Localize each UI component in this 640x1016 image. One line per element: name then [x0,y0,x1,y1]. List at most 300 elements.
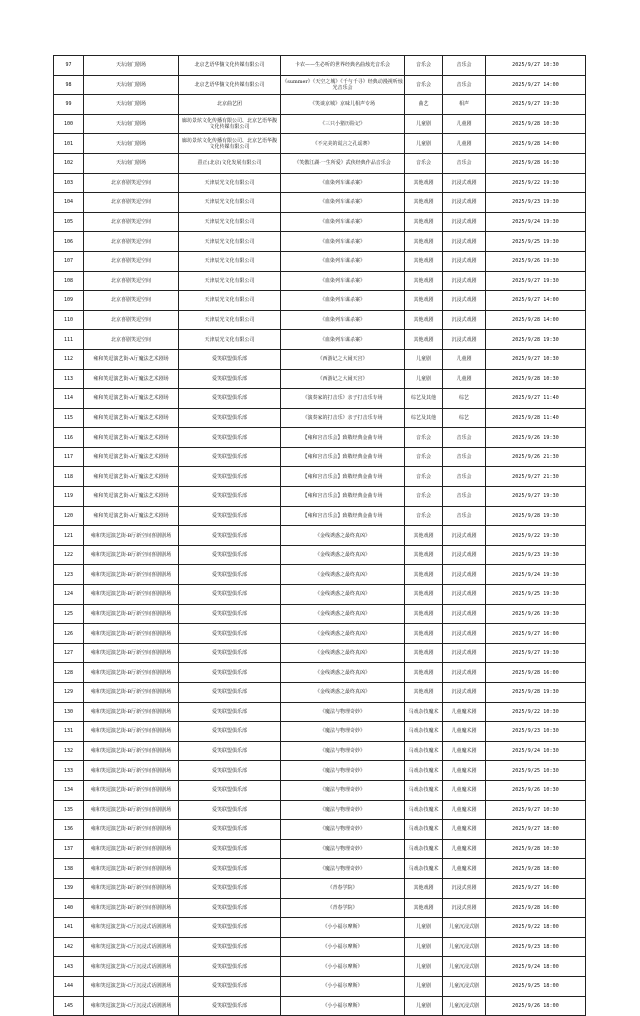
organizer-cell: 天津辰光文化有限公司 [179,232,281,252]
datetime-cell: 2025/9/28 19:30 [486,330,586,350]
subcategory-cell: 沉浸式戏剧 [443,291,486,311]
venue-cell: 雍和笑逗演艺街-B厅新空间喜剧剧场 [84,526,179,546]
row-number-cell: 139 [54,878,84,898]
venue-cell: 雍和笑逗演艺街-A厅魔法艺术剧场 [84,389,179,409]
row-number-cell: 145 [54,996,84,1016]
performance-title-cell: 【雍和宫音乐会】致敬经典金曲专场 [281,467,405,487]
organizer-cell: 爱笑联盟俱乐部 [179,996,281,1016]
category-cell: 曲艺 [405,95,443,115]
performance-title-cell: 《三只小猪历险记》 [281,114,405,134]
venue-cell: 北京喜剧笑逗空间 [84,251,179,271]
organizer-cell: 爱笑联盟俱乐部 [179,898,281,918]
organizer-cell: 天津辰光文化有限公司 [179,271,281,291]
table-row [54,75,586,95]
row-number-cell: 114 [54,389,84,409]
table-row [54,780,586,800]
subcategory-cell: 沉浸式戏剧 [443,565,486,585]
organizer-cell: 爱笑联盟俱乐部 [179,957,281,977]
performance-title-cell: 《血染列车谋杀案》 [281,193,405,213]
organizer-cell: 天津辰光文化有限公司 [179,330,281,350]
row-number-cell: 140 [54,898,84,918]
category-cell: 其他戏剧 [405,526,443,546]
subcategory-cell: 沉浸式戏剧 [443,173,486,193]
row-number-cell: 132 [54,741,84,761]
datetime-cell: 2025/9/25 18:00 [486,976,586,996]
subcategory-cell: 沉浸式戏剧 [443,663,486,683]
table-row [54,487,586,507]
row-number-cell: 110 [54,310,84,330]
category-cell: 音乐会 [405,75,443,95]
category-cell: 其他戏剧 [405,212,443,232]
category-cell: 儿童剧 [405,976,443,996]
row-number-cell: 104 [54,193,84,213]
datetime-cell: 2025/9/27 18:00 [486,820,586,840]
performance-title-cell: 《魔法与物理奇妙》 [281,722,405,742]
subcategory-cell: 沉浸式戏剧 [443,526,486,546]
organizer-cell: 爱笑联盟俱乐部 [179,702,281,722]
datetime-cell: 2025/9/27 19:30 [486,95,586,115]
table-row [54,232,586,252]
venue-cell: 雍和笑逗演艺街-B厅新空间喜剧剧场 [84,741,179,761]
row-number-cell: 112 [54,349,84,369]
venue-cell: 雍和笑逗演艺街-B厅新空间喜剧剧场 [84,663,179,683]
schedule-table [53,55,586,1016]
venue-cell: 雍和笑逗演艺街-B厅新空间喜剧剧场 [84,643,179,663]
datetime-cell: 2025/9/27 10:30 [486,349,586,369]
performance-title-cell: 【雍和宫音乐会】致敬经典金曲专场 [281,447,405,467]
performance-title-cell: 《金线诱惑之最终真凶》 [281,565,405,585]
table-row [54,918,586,938]
venue-cell: 雍和笑逗演艺街-B厅新空间喜剧剧场 [84,800,179,820]
performance-title-cell: 【雍和宫音乐会】致敬经典金曲专场 [281,487,405,507]
datetime-cell: 2025/9/28 14:00 [486,310,586,330]
category-cell: 其他戏剧 [405,663,443,683]
table-row [54,996,586,1016]
table-row [54,683,586,703]
performance-title-cell: 《魔法与物理奇妙》 [281,820,405,840]
performance-title-cell: 《演奏家的打击乐》亲子打击乐专场 [281,408,405,428]
table-row [54,153,586,173]
performance-title-cell: 《金线诱惑之最终真凶》 [281,663,405,683]
row-number-cell: 126 [54,624,84,644]
organizer-cell: 爱笑联盟俱乐部 [179,604,281,624]
venue-cell: 雍和笑逗演艺街-A厅魔法艺术剧场 [84,369,179,389]
venue-cell: 雍和笑逗演艺街-B厅新空间喜剧剧场 [84,683,179,703]
subcategory-cell: 儿童剧 [443,349,486,369]
organizer-cell: 爱笑联盟俱乐部 [179,487,281,507]
datetime-cell: 2025/9/28 10:30 [486,369,586,389]
row-number-cell: 115 [54,408,84,428]
datetime-cell: 2025/9/24 10:30 [486,741,586,761]
datetime-cell: 2025/9/25 19:30 [486,585,586,605]
subcategory-cell: 音乐会 [443,75,486,95]
row-number-cell: 134 [54,780,84,800]
row-number-cell: 138 [54,859,84,879]
venue-cell: 北京喜剧笑逗空间 [84,291,179,311]
organizer-cell: 爱笑联盟俱乐部 [179,389,281,409]
organizer-cell: 爱笑联盟俱乐部 [179,663,281,683]
performance-title-cell: 【雍和宫音乐会】致敬经典金曲专场 [281,506,405,526]
row-number-cell: 137 [54,839,84,859]
performance-title-cell: 《西游记之大闹天宫》 [281,349,405,369]
performance-title-cell: 《金线诱惑之最终真凶》 [281,624,405,644]
organizer-cell: 爱笑联盟俱乐部 [179,800,281,820]
row-number-cell: 144 [54,976,84,996]
datetime-cell: 2025/9/27 11:40 [486,389,586,409]
category-cell: 儿童剧 [405,369,443,389]
performance-title-cell: 《金线诱惑之最终真凶》 [281,604,405,624]
performance-title-cell: 《血染列车谋杀案》 [281,310,405,330]
schedule-table-body [54,56,586,1016]
table-row [54,957,586,977]
datetime-cell: 2025/9/28 16:00 [486,898,586,918]
subcategory-cell: 沉浸式戏剧 [443,271,486,291]
category-cell: 其他戏剧 [405,683,443,703]
row-number-cell: 122 [54,545,84,565]
subcategory-cell: 儿童沉浸式剧 [443,996,486,1016]
organizer-cell: 爱笑联盟俱乐部 [179,506,281,526]
table-row [54,545,586,565]
subcategory-cell: 相声 [443,95,486,115]
performance-title-cell: 《魔法与物理奇妙》 [281,839,405,859]
datetime-cell: 2025/9/24 18:00 [486,957,586,977]
datetime-cell: 2025/9/27 19:30 [486,487,586,507]
datetime-cell: 2025/9/26 21:30 [486,447,586,467]
venue-cell: 雍和笑逗演艺街-A厅魔法艺术剧场 [84,408,179,428]
performance-title-cell: 《血染列车谋杀案》 [281,291,405,311]
organizer-cell: 爱笑联盟俱乐部 [179,859,281,879]
datetime-cell: 2025/9/23 18:00 [486,937,586,957]
venue-cell: 雍和笑逗演艺街-B厅新空间喜剧剧场 [84,585,179,605]
datetime-cell: 2025/9/27 14:00 [486,291,586,311]
venue-cell: 雍和笑逗演艺街-B厅新空间喜剧剧场 [84,565,179,585]
datetime-cell: 2025/9/26 18:00 [486,996,586,1016]
datetime-cell: 2025/9/24 19:30 [486,565,586,585]
category-cell: 其他戏剧 [405,565,443,585]
category-cell: 儿童剧 [405,937,443,957]
category-cell: 其他戏剧 [405,604,443,624]
category-cell: 其他戏剧 [405,624,443,644]
subcategory-cell: 综艺 [443,408,486,428]
performance-title-cell: 《笑谈京城》京味儿相声专场 [281,95,405,115]
category-cell: 其他戏剧 [405,232,443,252]
category-cell: 儿童剧 [405,349,443,369]
table-row [54,643,586,663]
table-row [54,937,586,957]
performance-title-cell: 《金线诱惑之最终真凶》 [281,545,405,565]
venue-cell: 雍和笑逗演艺街-C厅沉浸式话剧剧场 [84,937,179,957]
table-row [54,251,586,271]
table-row [54,428,586,448]
datetime-cell: 2025/9/26 19:30 [486,428,586,448]
organizer-cell: 天津辰光文化有限公司 [179,310,281,330]
datetime-cell: 2025/9/28 11:40 [486,408,586,428]
row-number-cell: 106 [54,232,84,252]
datetime-cell: 2025/9/25 19:30 [486,232,586,252]
subcategory-cell: 儿童剧 [443,114,486,134]
row-number-cell: 103 [54,173,84,193]
category-cell: 其他戏剧 [405,310,443,330]
table-row [54,310,586,330]
datetime-cell: 2025/9/27 19:30 [486,271,586,291]
category-cell: 其他戏剧 [405,271,443,291]
venue-cell: 雍和笑逗演艺街-C厅沉浸式话剧剧场 [84,976,179,996]
organizer-cell: 天津辰光文化有限公司 [179,193,281,213]
table-row [54,114,586,134]
category-cell: 综艺及其他 [405,408,443,428]
venue-cell: 雍和笑逗演艺街-B厅新空间喜剧剧场 [84,624,179,644]
category-cell: 马戏杂技魔术 [405,702,443,722]
category-cell: 其他戏剧 [405,585,443,605]
datetime-cell: 2025/9/24 19:30 [486,212,586,232]
category-cell: 儿童剧 [405,918,443,938]
venue-cell: 雍和笑逗演艺街-A厅魔法艺术剧场 [84,428,179,448]
organizer-cell: 爱笑联盟俱乐部 [179,839,281,859]
performance-title-cell: 【雍和宫音乐会】致敬经典金曲专场 [281,428,405,448]
organizer-cell: 爱笑联盟俱乐部 [179,428,281,448]
organizer-cell: 天津辰光文化有限公司 [179,212,281,232]
venue-cell: 天坛南门剧场 [84,114,179,134]
subcategory-cell: 沉浸式戏剧 [443,251,486,271]
category-cell: 其他戏剧 [405,193,443,213]
datetime-cell: 2025/9/27 16:00 [486,624,586,644]
row-number-cell: 121 [54,526,84,546]
table-row [54,212,586,232]
datetime-cell: 2025/9/26 10:30 [486,780,586,800]
category-cell: 音乐会 [405,506,443,526]
category-cell: 综艺及其他 [405,389,443,409]
venue-cell: 雍和笑逗演艺街-C厅沉浸式话剧剧场 [84,918,179,938]
subcategory-cell: 儿童剧 [443,134,486,154]
organizer-cell: 爱笑联盟俱乐部 [179,624,281,644]
category-cell: 儿童剧 [405,114,443,134]
performance-title-cell: 《魔法与物理奇妙》 [281,800,405,820]
category-cell: 音乐会 [405,487,443,507]
subcategory-cell: 沉浸式戏剧 [443,585,486,605]
row-number-cell: 136 [54,820,84,840]
organizer-cell: 爱笑联盟俱乐部 [179,643,281,663]
subcategory-cell: 儿童魔术剧 [443,820,486,840]
row-number-cell: 141 [54,918,84,938]
subcategory-cell: 儿童魔术剧 [443,761,486,781]
performance-title-cell: 《魔法与物理奇妙》 [281,702,405,722]
datetime-cell: 2025/9/28 10:30 [486,839,586,859]
organizer-cell: 爱笑联盟俱乐部 [179,545,281,565]
datetime-cell: 2025/9/23 19:30 [486,545,586,565]
datetime-cell: 2025/9/28 19:30 [486,506,586,526]
datetime-cell: 2025/9/26 19:30 [486,604,586,624]
row-number-cell: 127 [54,643,84,663]
category-cell: 其他戏剧 [405,898,443,918]
row-number-cell: 143 [54,957,84,977]
venue-cell: 天坛南门剧场 [84,153,179,173]
table-row [54,878,586,898]
performance-title-cell: 《小小福尔摩斯》 [281,937,405,957]
category-cell: 马戏杂技魔术 [405,839,443,859]
subcategory-cell: 儿童魔术剧 [443,859,486,879]
row-number-cell: 101 [54,134,84,154]
performance-title-cell: 卡农——生必听的世界经典名曲烛光音乐会 [281,56,405,76]
subcategory-cell: 音乐会 [443,153,486,173]
row-number-cell: 113 [54,369,84,389]
table-row [54,800,586,820]
performance-title-cell: 《金线诱惑之最终真凶》 [281,683,405,703]
table-row [54,447,586,467]
venue-cell: 雍和笑逗演艺街-B厅新空间喜剧剧场 [84,702,179,722]
table-row [54,898,586,918]
datetime-cell: 2025/9/22 19:30 [486,526,586,546]
category-cell: 其他戏剧 [405,291,443,311]
performance-title-cell: 《金线诱惑之最终真凶》 [281,526,405,546]
table-row [54,741,586,761]
venue-cell: 天坛南门剧场 [84,56,179,76]
performance-title-cell: 《血染列车谋杀案》 [281,173,405,193]
datetime-cell: 2025/9/27 10:30 [486,56,586,76]
datetime-cell: 2025/9/28 10:30 [486,114,586,134]
row-number-cell: 99 [54,95,84,115]
category-cell: 马戏杂技魔术 [405,859,443,879]
subcategory-cell: 儿童魔术剧 [443,722,486,742]
performance-title-cell: 《金线诱惑之最终真凶》 [281,585,405,605]
venue-cell: 雍和笑逗演艺街-A厅魔法艺术剧场 [84,506,179,526]
venue-cell: 雍和笑逗演艺街-B厅新空间喜剧剧场 [84,780,179,800]
subcategory-cell: 儿童沉浸式剧 [443,957,486,977]
venue-cell: 北京喜剧笑逗空间 [84,193,179,213]
row-number-cell: 123 [54,565,84,585]
datetime-cell: 2025/9/22 18:00 [486,918,586,938]
performance-title-cell: 《魔法与物理奇妙》 [281,780,405,800]
category-cell: 其他戏剧 [405,878,443,898]
table-row [54,349,586,369]
row-number-cell: 98 [54,75,84,95]
category-cell: 儿童剧 [405,957,443,977]
row-number-cell: 131 [54,722,84,742]
subcategory-cell: 沉浸式戏剧 [443,212,486,232]
organizer-cell: 北京曲艺团 [179,95,281,115]
organizer-cell: 爱笑联盟俱乐部 [179,369,281,389]
datetime-cell: 2025/9/27 19:30 [486,643,586,663]
row-number-cell: 111 [54,330,84,350]
category-cell: 马戏杂技魔术 [405,761,443,781]
table-row [54,193,586,213]
table-row [54,330,586,350]
row-number-cell: 119 [54,487,84,507]
venue-cell: 雍和笑逗演艺街-A厅魔法艺术剧场 [84,349,179,369]
performance-title-cell: 《summer》《天空之城》《千与千寻》经典动漫视听烛光音乐会 [281,75,405,95]
organizer-cell: 爱笑联盟俱乐部 [179,526,281,546]
category-cell: 儿童剧 [405,996,443,1016]
venue-cell: 雍和笑逗演艺街-B厅新空间喜剧剧场 [84,761,179,781]
organizer-cell: 爱笑联盟俱乐部 [179,918,281,938]
venue-cell: 雍和笑逗演艺街-B厅新空间喜剧剧场 [84,604,179,624]
venue-cell: 雍和笑逗演艺街-B厅新空间喜剧剧场 [84,722,179,742]
table-row [54,271,586,291]
performance-title-cell: 《魔法与物理奇妙》 [281,859,405,879]
performance-title-cell: 《金线诱惑之最终真凶》 [281,643,405,663]
organizer-cell: 爱笑联盟俱乐部 [179,976,281,996]
table-row [54,820,586,840]
organizer-cell: 爱笑联盟俱乐部 [179,741,281,761]
datetime-cell: 2025/9/23 10:30 [486,722,586,742]
venue-cell: 雍和笑逗演艺街-B厅新空间喜剧剧场 [84,545,179,565]
venue-cell: 雍和笑逗演艺街-B厅新空间喜剧剧场 [84,839,179,859]
performance-title-cell: 《小小福尔摩斯》 [281,996,405,1016]
table-row [54,604,586,624]
subcategory-cell: 沉浸式戏剧 [443,624,486,644]
organizer-cell: 爱笑联盟俱乐部 [179,722,281,742]
venue-cell: 北京喜剧笑逗空间 [84,212,179,232]
category-cell: 其他戏剧 [405,330,443,350]
datetime-cell: 2025/9/27 14:00 [486,75,586,95]
performance-title-cell: 《小小福尔摩斯》 [281,918,405,938]
performance-title-cell: 《笑傲江湖·一生所爱》武侠经典作品音乐会 [281,153,405,173]
table-row [54,976,586,996]
venue-cell: 雍和笑逗演艺街-C厅沉浸式话剧剧场 [84,957,179,977]
table-row [54,173,586,193]
organizer-cell: 爱笑联盟俱乐部 [179,408,281,428]
row-number-cell: 109 [54,291,84,311]
table-row [54,369,586,389]
category-cell: 其他戏剧 [405,545,443,565]
subcategory-cell: 沉浸式戏剧 [443,683,486,703]
row-number-cell: 116 [54,428,84,448]
row-number-cell: 118 [54,467,84,487]
table-row [54,389,586,409]
table-row [54,291,586,311]
subcategory-cell: 综艺 [443,389,486,409]
venue-cell: 雍和笑逗演艺街-B厅新空间喜剧剧场 [84,859,179,879]
row-number-cell: 105 [54,212,84,232]
venue-cell: 北京喜剧笑逗空间 [84,232,179,252]
subcategory-cell: 儿童沉浸式剧 [443,918,486,938]
category-cell: 音乐会 [405,467,443,487]
table-row [54,663,586,683]
category-cell: 音乐会 [405,447,443,467]
table-row [54,585,586,605]
subcategory-cell: 沉浸式喜剧 [443,878,486,898]
subcategory-cell: 沉浸式喜剧 [443,898,486,918]
organizer-cell: 北京艺语华馥文化传媒有限公司 [179,75,281,95]
subcategory-cell: 儿童魔术剧 [443,702,486,722]
venue-cell: 天坛南门剧场 [84,134,179,154]
category-cell: 其他戏剧 [405,173,443,193]
subcategory-cell: 儿童魔术剧 [443,839,486,859]
datetime-cell: 2025/9/25 10:30 [486,761,586,781]
venue-cell: 雍和笑逗演艺街-A厅魔法艺术剧场 [84,467,179,487]
performance-title-cell: 《血染列车谋杀案》 [281,271,405,291]
organizer-cell: 天津辰光文化有限公司 [179,291,281,311]
subcategory-cell: 沉浸式戏剧 [443,545,486,565]
row-number-cell: 142 [54,937,84,957]
organizer-cell: 爱笑联盟俱乐部 [179,585,281,605]
subcategory-cell: 儿童剧 [443,369,486,389]
datetime-cell: 2025/9/28 14:00 [486,134,586,154]
venue-cell: 雍和笑逗演艺街-B厅新空间喜剧剧场 [84,820,179,840]
category-cell: 其他戏剧 [405,643,443,663]
venue-cell: 雍和笑逗演艺街-A厅魔法艺术剧场 [84,487,179,507]
row-number-cell: 117 [54,447,84,467]
subcategory-cell: 沉浸式戏剧 [443,643,486,663]
performance-title-cell: 《小小福尔摩斯》 [281,957,405,977]
subcategory-cell: 音乐会 [443,56,486,76]
organizer-cell: 天津辰光文化有限公司 [179,173,281,193]
row-number-cell: 129 [54,683,84,703]
category-cell: 音乐会 [405,153,443,173]
organizer-cell: 爱笑联盟俱乐部 [179,467,281,487]
organizer-cell: 爱笑联盟俱乐部 [179,878,281,898]
subcategory-cell: 沉浸式戏剧 [443,604,486,624]
table-row [54,702,586,722]
